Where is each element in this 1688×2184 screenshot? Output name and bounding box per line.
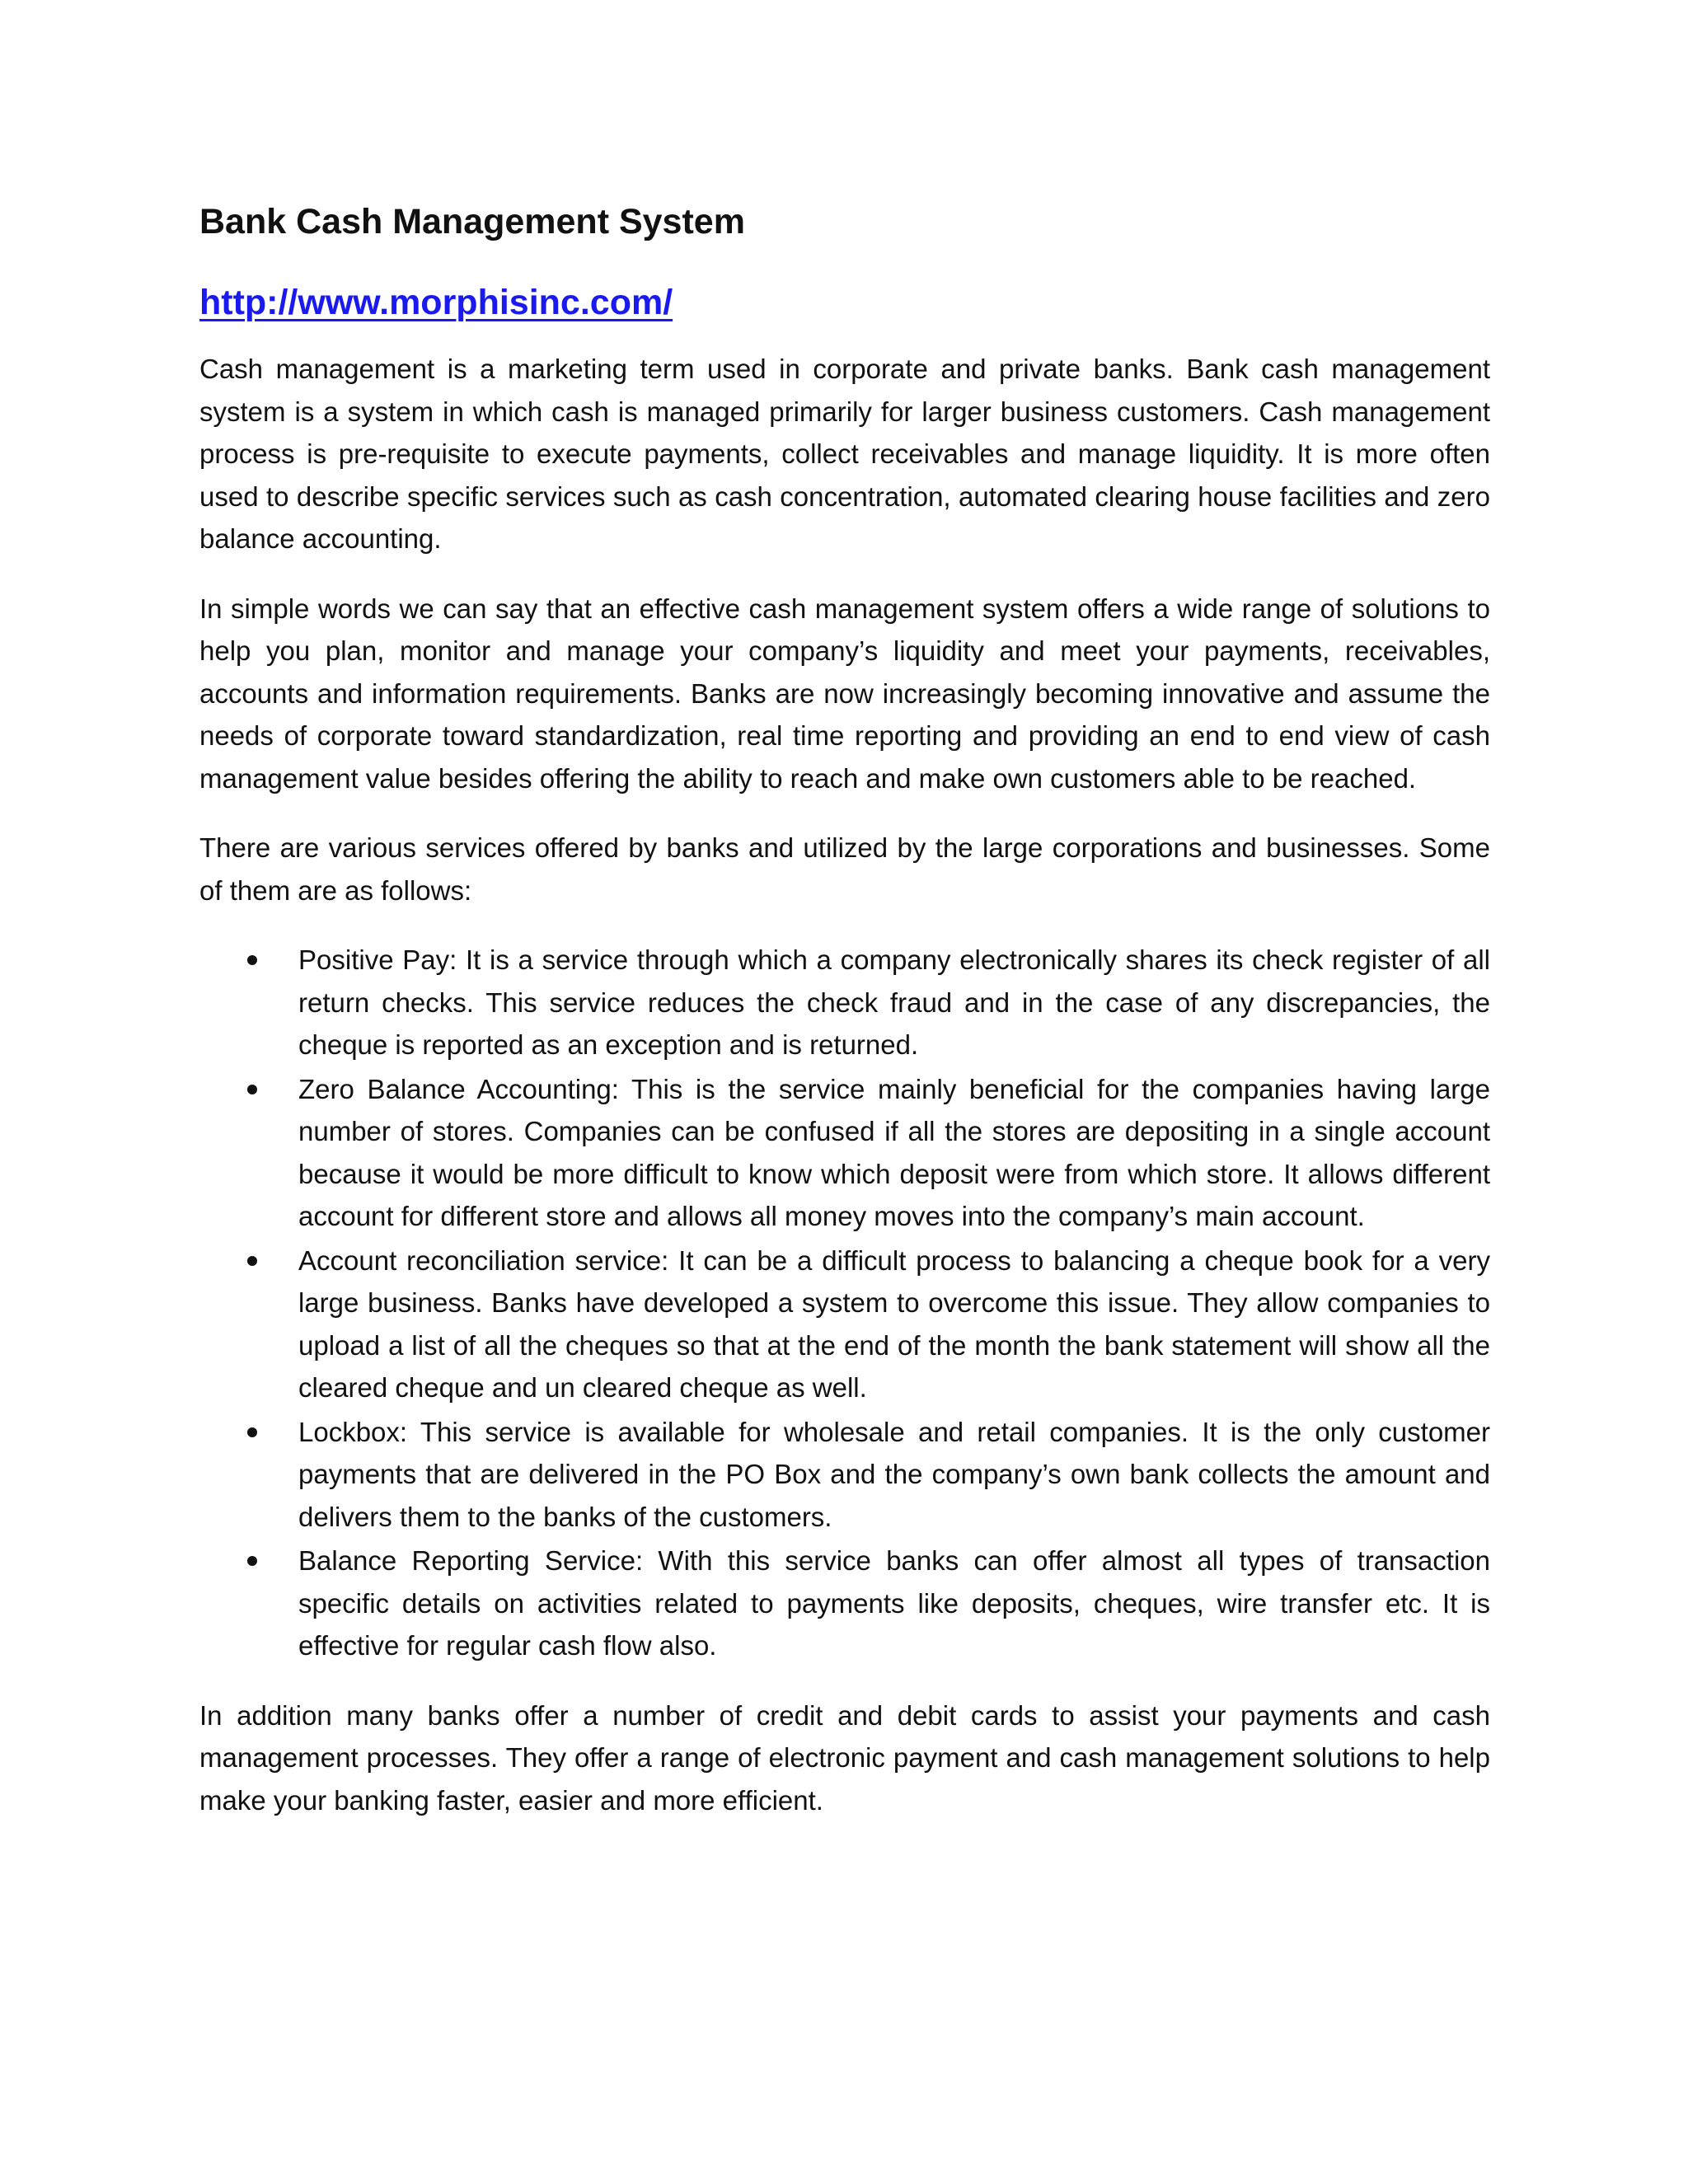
intro-paragraph-3: There are various services offered by banks and utilized by the large corporations and businesses. Some of them are as follows: — [199, 832, 1490, 906]
list-item-text: Lockbox: This service is available for wholesale and retail companies. It is the only customer payments that are delivered in the PO Box and the company’s own bank collects the amount and delivers them to the banks of the customers. — [298, 1416, 1490, 1532]
list-item-text: Account reconciliation service: It can be a difficult process to balancing a cheque book for a very large business. Banks have developed a system to overcome this issue. They allow companies to upload a list of all the cheques so that at the end of the month the bank statement will show all the cleared cheque and un cleared cheque as well. — [298, 1244, 1490, 1403]
bullet-icon — [247, 955, 257, 965]
bullet-icon — [247, 1256, 257, 1266]
list-item-text: Positive Pay: It is a service through which a company electronically shares its check register of all return checks. This service reduces the check fraud and in the case of any discrepancies, the cheque is reported as an exception and is returned. — [298, 944, 1490, 1060]
list-item-text: Balance Reporting Service: With this service banks can offer almost all types of transaction specific details on activities related to payments like deposits, cheques, wire transfer etc. It is effective for regular cash flow also. — [298, 1545, 1490, 1661]
closing-paragraph: In addition many banks offer a number of credit and debit cards to assist your payments and cash management processes. They offer a range of electronic payment and cash management solutions to help make your banking faster, easier and more efficient. — [199, 1699, 1490, 1816]
list-item-text: Zero Balance Accounting: This is the service mainly beneficial for the companies having large number of stores. Companies can be confused if all the stores are depositing in a single account because it would be more difficult to know which deposit were from which store. It allows different account for different store and allows all money moves into the company’s main account. — [298, 1073, 1490, 1231]
page-title: Bank Cash Management System — [199, 202, 745, 241]
list-item — [199, 1068, 1490, 1238]
list-item — [199, 1240, 1490, 1409]
url-line — [199, 277, 1490, 348]
intro-paragraph-1: Cash management is a marketing term used in corporate and private banks. Bank cash management system is a system in which cash is managed primarily for larger business customers. Cash management process is pre-requisite to execute payments, collect receivables and manage liquidity. It is more often used to describe specific services such as cash concentration, automated clearing house facilities and zero balance accounting. — [199, 354, 1490, 554]
website-link[interactable]: http://www.morphisinc.com/ — [199, 283, 673, 322]
intro-paragraph-2: In simple words we can say that an effective cash management system offers a wide range of solutions to help you plan, monitor and manage your company’s liquidity and meet your payments, receivables, accounts and information requirements. Banks are now increasingly becoming innovative and assume the needs of corporate toward standardization, real time reporting and providing an end to end view of cash management value besides offering the ability to reach and make own customers able to be reached. — [199, 593, 1490, 794]
bullet-icon — [247, 1085, 257, 1094]
list-item — [199, 1540, 1490, 1667]
services-list — [199, 939, 1490, 1667]
document-body — [199, 196, 1490, 1849]
bullet-icon — [247, 1427, 257, 1437]
list-item — [199, 1411, 1490, 1539]
bullet-icon — [247, 1556, 257, 1566]
list-item — [199, 939, 1490, 1066]
